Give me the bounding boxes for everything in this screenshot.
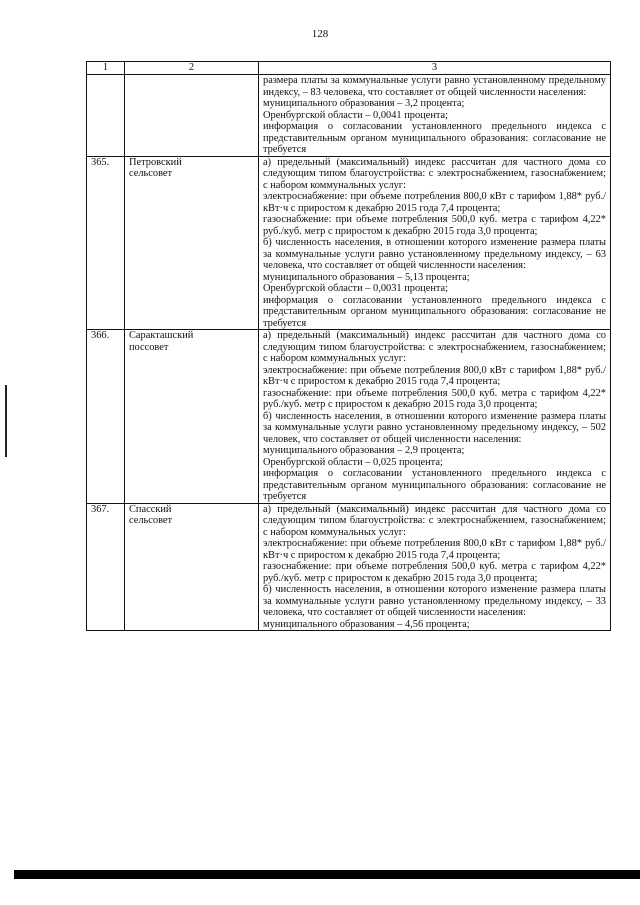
limits-table [86,61,611,631]
description-paragraph: Оренбургской области – 0,0041 процента; [263,109,449,121]
municipality-name-line: Саракташский [129,330,194,341]
column-header-1: 1 [87,62,125,75]
description-paragraph: а) предельный (максимальный) индекс рассчитан для частного дома со следующим типом благоустройства: с электроснабжением, газоснабжением; с набором коммунальных услуг: [263,156,606,191]
description-paragraph: б) численность населения, в отношении которого изменение размера платы за коммунальные услуги равно установленному предельному индексу, – 63 человека, что составляет от общей численности населения: [263,237,606,271]
description-paragraph: муниципального образования – 4,56 процента; [263,618,470,630]
municipality-name-line: Спасский [129,503,172,515]
municipality-name [125,156,259,330]
column-header-2: 2 [125,62,259,75]
page-number: 128 [311,28,329,40]
municipality-name-line: сельсовет [129,168,173,179]
row-number [87,75,125,157]
index-description [259,330,611,504]
description-paragraph: информация о согласовании установленного предельного индекса с представительным органом муниципального образования: согласование не требуется [263,294,606,329]
description-paragraph: Оренбургской области – 0,025 процента; [263,456,443,468]
index-description [259,75,611,157]
margin-mark [5,385,7,457]
description-paragraph: электроснабжение: при объеме потребления 800,0 кВт с тарифом 1,88* руб./кВт·ч с приростом к декабрю 2015 года 7,4 процента; [263,364,606,387]
municipality-name-line: поссовет [129,341,169,353]
description-paragraph: б) численность населения, в отношении которого изменение размера платы за коммунальные услуги равно установленному предельному индексу, – 33 человека, что составляет от общей численности населения: [263,584,606,618]
description-paragraph: а) предельный (максимальный) индекс рассчитан для частного дома со следующим типом благоустройства: с электроснабжением, газоснабжением; с набором коммунальных услуг: [263,330,606,364]
municipality-name-line: Петровский [129,156,182,168]
municipality-name-line: сельсовет [129,515,173,526]
description-paragraph: газоснабжение: при объеме потребления 500,0 куб. метра с тарифом 4,22* руб./куб. метр с приростом к декабрю 2015 года 3,0 процента; [263,561,606,584]
description-paragraph: муниципального образования – 2,9 процента; [263,445,465,456]
municipality-name [125,503,259,631]
description-paragraph: информация о согласовании установленного предельного индекса с представительным органом муниципального образования: согласование не требуется [263,468,606,502]
municipality-name [125,330,259,504]
description-paragraph: б) численность населения, в отношении которого изменение размера платы за коммунальные услуги равно установленному предельному индексу, – 502 человек, что составляет от общей численности населения: [263,410,606,445]
description-paragraph: Оренбургской области – 0,0031 процента; [263,283,449,294]
table-row [87,503,611,631]
table-row [87,75,611,157]
row-number: 367. [87,503,125,631]
municipality-name [125,75,259,157]
description-paragraph: информация о согласовании установленного предельного индекса с представительным органом муниципального образования: согласование не требуется [263,121,606,155]
description-paragraph: электроснабжение: при объеме потребления 800,0 кВт с тарифом 1,88* руб./кВт·ч с приростом к декабрю 2015 года 7,4 процента; [263,538,606,561]
table-row [87,156,611,330]
description-paragraph: а) предельный (максимальный) индекс рассчитан для частного дома со следующим типом благоустройства: с электроснабжением, газоснабжением; с набором коммунальных услуг: [263,503,606,538]
description-paragraph: размера платы за коммунальные услуги равно установленному предельному индексу, – 83 человека, что составляет от общей численности населения: [263,75,606,98]
index-description [259,156,611,330]
description-paragraph: газоснабжение: при объеме потребления 500,0 куб. метра с тарифом 4,22* руб./куб. метр с приростом к декабрю 2015 года 3,0 процента; [263,214,606,237]
table-header-row [87,62,611,75]
row-number: 366. [87,330,125,504]
column-header-3: 3 [259,62,611,75]
scan-border-bottom [14,870,640,879]
description-paragraph: муниципального образования – 5,13 процента; [263,271,470,283]
description-paragraph: муниципального образования – 3,2 процента; [263,98,465,109]
row-number: 365. [87,156,125,330]
table-row [87,330,611,504]
description-paragraph: газоснабжение: при объеме потребления 500,0 куб. метра с тарифом 4,22* руб./куб. метр с приростом к декабрю 2015 года 3,0 процента; [263,387,606,410]
description-paragraph: электроснабжение: при объеме потребления 800,0 кВт с тарифом 1,88* руб./кВт·ч с приростом к декабрю 2015 года 7,4 процента; [263,191,606,214]
index-description [259,503,611,631]
